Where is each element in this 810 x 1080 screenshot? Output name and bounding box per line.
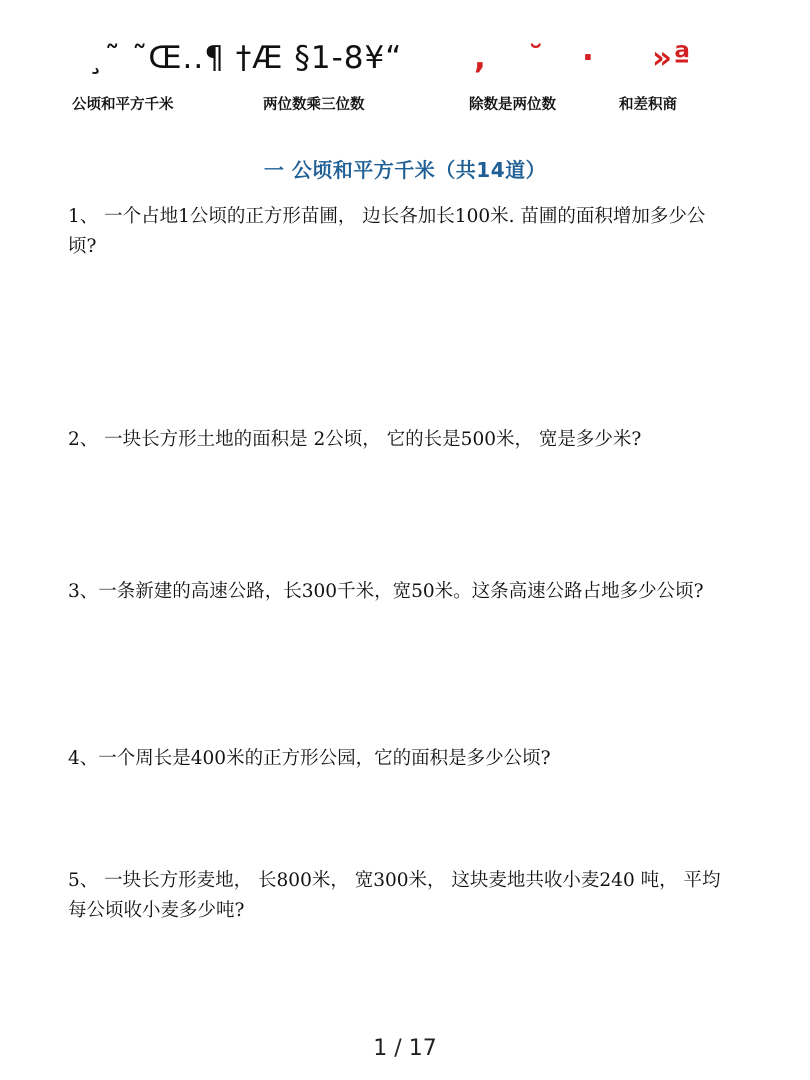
title-text-accent-2: ˘ bbox=[528, 40, 545, 76]
question-item: 4、一个周长是400米的正方形公园，它的面积是多少公顷? bbox=[68, 748, 551, 769]
question-item: 3、一条新建的高速公路，长300千米，宽50米。这条高速公路占地多少公顷? bbox=[68, 581, 704, 602]
title-text-accent-4: »ª bbox=[652, 40, 692, 76]
topic-item: 除数是两位数 bbox=[469, 97, 556, 113]
topic-item: 两位数乘三位数 bbox=[263, 97, 365, 113]
section-heading: 一 公顷和平方千米（共14道） bbox=[263, 158, 547, 182]
document-title bbox=[88, 40, 728, 84]
question-item: 1、 一个占地1公顷的正方形苗圃， 边长各加长100米. 苗圃的面积增加多少公顷? bbox=[68, 206, 706, 257]
title-text-main: ¸˜ ˜Œ..¶ †Æ §1-8¥“ bbox=[88, 40, 403, 76]
title-text-accent-3: · bbox=[582, 40, 595, 76]
topic-item: 和差积商 bbox=[619, 97, 677, 113]
title-text-accent-1: , bbox=[474, 40, 487, 76]
page-number: 1 / 17 bbox=[373, 1036, 437, 1061]
topic-list bbox=[0, 93, 810, 117]
question-item: 5、 一块长方形麦地， 长800米， 宽300米， 这块麦地共收小麦240 吨， 平均每公顷收小麦多少吨? bbox=[68, 870, 721, 921]
topic-item: 公顷和平方千米 bbox=[72, 97, 174, 113]
question-item: 2、 一块长方形土地的面积是 2公顷， 它的长是500米， 宽是多少米? bbox=[68, 429, 642, 450]
